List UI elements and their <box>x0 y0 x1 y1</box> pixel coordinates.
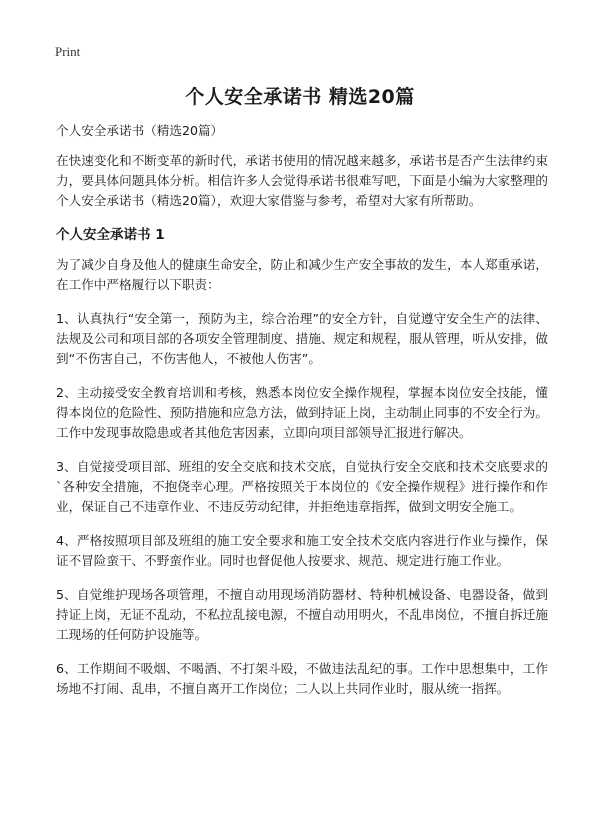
section-intro-paragraph: 为了减少自身及他人的健康生命安全，防止和减少生产安全事故的发生，本人郑重承诺，在工作中严格履行以下职责： <box>56 257 548 292</box>
page-title: 个人安全承诺书 精选20篇 <box>185 86 415 108</box>
list-item-2: 2、主动接受安全教育培训和考核，熟悉本岗位安全操作规程，掌握本岗位安全技能，懂得本岗位的危险性、预防措施和应急方法，做到持证上岗，主动制止同事的不安全行为。工作中发现事故隐患或者其他危害因素，立即向项目部领导汇报进行解决。 <box>56 385 548 440</box>
list-item-5: 5、自觉维护现场各项管理，不擅自动用现场消防器材、特种机械设备、电器设备，做到持证上岗，无证不乱动，不私拉乱接电源，不擅自动用明火，不乱串岗位，不擅自拆迁施工现场的任何防护设施等。 <box>56 587 548 642</box>
document-subtitle: 个人安全承诺书（精选20篇） <box>56 123 224 138</box>
list-item-3: 3、自觉接受项目部、班组的安全交底和技术交底，自觉执行安全交底和技术交底要求的`各种安全措施，不抱侥幸心理。严格按照关于本岗位的《安全操作规程》进行操作和作业，保证自己不违章作业、不违反劳动纪律，并拒绝违章指挥，做到文明安全施工。 <box>56 459 548 514</box>
list-item-4: 4、严格按照项目部及班组的施工安全要求和施工安全技术交底内容进行作业与操作，保证不冒险蛮干、不野蛮作业。同时也督促他人按要求、规范、规定进行施工作业。 <box>56 533 548 568</box>
section-heading: 个人安全承诺书 1 <box>56 227 165 243</box>
intro-paragraph: 在快速变化和不断变革的新时代，承诺书使用的情况越来越多，承诺书是否产生法律约束力，要具体问题具体分析。相信许多人会觉得承诺书很难写吧，下面是小编为大家整理的个人安全承诺书（精选20篇），欢迎大家借鉴与参考，希望对大家有所帮助。 <box>56 153 548 208</box>
print-label: Print <box>55 44 81 59</box>
list-item-6: 6、工作期间不吸烟、不喝酒、不打架斗殴，不做违法乱纪的事。工作中思想集中，工作场地不打闹、乱串，不擅自离开工作岗位；二人以上共同作业时，服从统一指挥。 <box>56 661 548 696</box>
list-item-1: 1、认真执行“安全第一，预防为主，综合治理”的安全方针，自觉遵守安全生产的法律、法规及公司和项目部的各项安全管理制度、措施、规定和规程，服从管理，听从安排，做到“不伤害自己，不伤害他人，不被他人伤害”。 <box>56 311 548 366</box>
document-body <box>56 121 548 713</box>
